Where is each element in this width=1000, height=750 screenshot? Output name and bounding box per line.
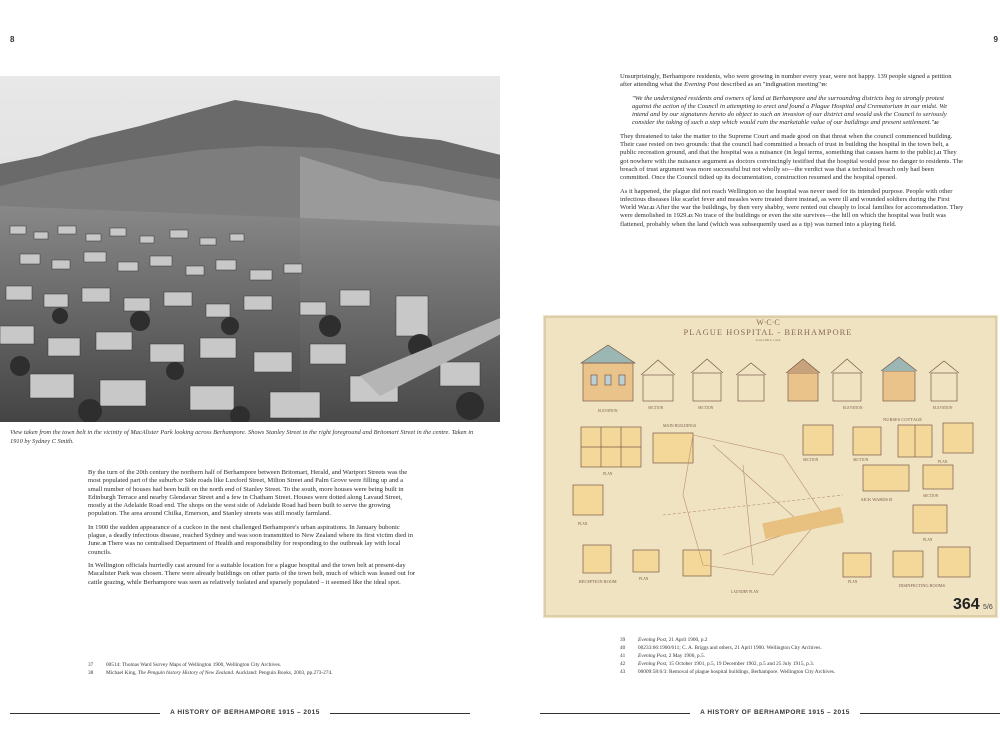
plan-label: PLAN [603,472,613,476]
plan-label: DISINFECTING ROOMS [899,583,945,588]
book-title: A HISTORY OF BERHAMPORE 1915 – 2015 [700,709,850,716]
paragraph: Unsurprisingly, Berhampore residents, who were growing in number every year, were not happy. 139 people signed a petition after attending what the Evening Post described as an "indignation meeting"$^{39}$: [620,73,952,89]
plan-graphic [543,315,998,618]
plan-label: SECTION [648,406,664,410]
footnote: 41 Evening Post, 2 May 1900, p.5. [620,653,705,659]
book-title: A HISTORY OF BERHAMPORE 1915 – 2015 [170,709,320,716]
page-number: 8 [10,35,15,44]
plan-label: NURSES COTTAGE [883,417,923,422]
plan-label: LAUNDRY PLAN [731,590,759,594]
footnote: 43 00009:58:6/3: Removal of plague hospital buildings, Berhampore. Wellington City Archives. [620,669,836,675]
plan-label: PLAN [639,577,649,581]
footnote: 40 00233:66:1900/611; C. A. Briggs and others, 21 April 1900. Wellington City Archives. [620,645,822,651]
photo-graphic [0,76,500,422]
plan-stamp-number: 364 [953,596,980,613]
plan-label: RECEPTION ROOM [579,579,617,584]
plan-label: PLAN [578,522,588,526]
plan-scale-note: Scale 1/8th to 1 inch [755,338,781,342]
plan-label: SECTION [923,494,939,498]
plan-label: SECTION [698,406,714,410]
footnote: 37 00514: Thomas Ward Survey Maps of Wellington 1900, Wellington City Archives. [88,662,282,668]
footnote: 39 Evening Post, 21 April 1900, p.2 [620,637,708,643]
footnote: 42 Evening Post, 15 October 1901, p.5, 19 December 1902, p.5 and 25 July 1915, p.3. [620,661,815,667]
plan-label: PLAN [848,580,858,584]
petition-quote: "We the undersigned residents and owners of land at Berhampore and the surrounding districts beg to strongly protest against the action of the Council in attempting to erect and found a Plague Hospital and Crematorium in our midst. We intend and by our signatures hereto do object to such an invasion of our district and would ask the Council to seriously consider the taking of such a step which would ruin the marketable value of our buildings and present settlement."$^{40}$ [632,94,948,127]
paragraph: By the turn of the 20th century the northern half of Berhampore between Britomart, Herald, and Waripori Streets was the most populated part of the suburb.$^{37}$ Side roads like Luxford Street, Milton Street and Palm Grove were filling up and a small number of houses had been built on the north end of Stanley Street. To the south, more houses were being built in Edinburgh Terrace and nearby Glendavar Street and a few in Chatham Street. Houses were dotted along Lavaud Street, mostly at the Adelaide Road end. The shops on the west side of Adelaide Road had been built to serve the growing population. The area around Chilka, Emerson, and Stanley streets was still mostly farmland. [88,469,408,518]
historic-photo-berhampore [0,76,500,422]
page-footer [0,709,500,719]
plan-label: SICK WARDS B [861,497,893,502]
footnotes [88,661,418,677]
page-number: 9 [993,35,998,44]
photo-caption: View taken from the town belt in the vicinity of MacAlister Park looking across Berhampore. Shows Stanley Street in the right foreground and Britomart Street in the centre. Taken in 1910 by Sydney C Smith. [10,429,474,445]
body-text [88,469,418,592]
footnote: 38 Michael King, The Penguin history History of New Zealand. Auckland: Penguin Books, 2003, pp.273-274. [88,670,333,676]
plan-stamp-sub: 5/6 [983,604,993,611]
plan-label: PLAN [923,538,933,542]
plan-label: SECTION [803,458,819,462]
plan-title-top: W·C·C [756,318,780,327]
plan-label: ELEVATION [598,409,618,413]
plan-label: MAIN BUILDINGS [663,423,697,428]
paragraph: As it happened, the plague did not reach Wellington so the hospital was never used for its intended purpose. People with other infectious diseases like scarlet fever and measles were treated there instead, as were ill and wounded soldiers during the First World War.$^{42}$ After the war the buildings, by then very shabby, were rented out cheaply to local families for accommodation. They were demolished in 1929.43 No trace of the buildings or even the site survives—the hill on which the hospital was built was flattened, probably when the land (which was subsequently used as a tip) was turned into a playing field. [620,187,964,228]
paragraph: In Wellington officials hurriedly cast around for a suitable location for a plague hospital and the town belt at present-day Macalister Park was chosen. There were already buildings on other parts of the town belt, much of which was leased out for cattle grazing, while Berhampore was seen as relatively isolated and sparsely populated – it seemed like the ideal spot. [88,561,416,586]
plan-label: ELEVATION [933,406,953,410]
plan-label: SECTION [853,458,869,462]
paragraph: In 1900 the sudden appearance of a cuckoo in the nest challenged Berhampore's urban aspirations. In January bubonic plague, a deadly infectious disease, reached Sydney and was soon transmitted to New Zealand where its first victim died in June.$^{38}$ There was no centralised Department of Health and responsibility for responding to the outbreak lay with local councils. [88,523,414,556]
plan-label: ELEVATION [843,406,863,410]
right-page [500,0,1000,750]
body-text [620,73,965,234]
page-footer [500,709,1000,719]
paragraph: They threatened to take the matter to the Supreme Court and made good on that threat when the council commenced building. Their case rested on two grounds: that the council had committed a breach of trust in building the hospital in the town belt, a public recreation ground, and that the hospital was a nuisance (in legal terms, something that causes harm to the public).$^{41}$ They got nowhere with the nuisance argument as doctors convincingly testified that the hospital would pose no danger to residents. The breach of trust argument was more successful but not wholly so—the verdict was that a technical breach only had been committed. Once the Council tidied up its documentation, construction resumed and the hospital opened. [620,132,963,182]
hospital-plan-drawing [543,315,998,618]
plan-title: PLAGUE HOSPITAL - BERHAMPORE [683,327,853,337]
plan-label: PLAN [938,460,948,464]
footnotes [620,636,960,676]
